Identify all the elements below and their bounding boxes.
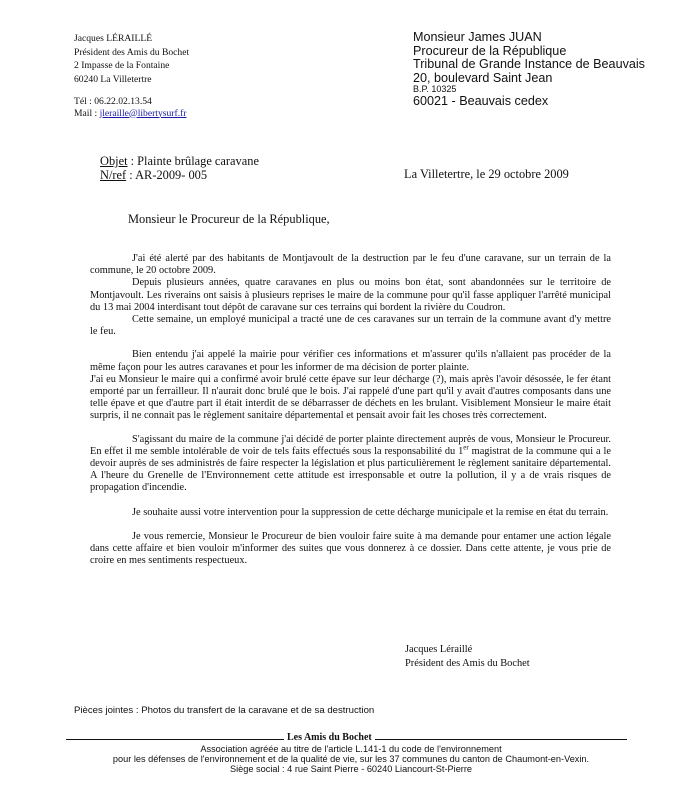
sender-address-line2: 60240 La Villetertre — [74, 73, 152, 85]
paragraph-closing: Je vous remercie, Monsieur le Procureur de bien vouloir faire suite à ma demande pour entamer une action légale dans cette affaire et bien vouloir m'informer des suites que vous donnerez à ce dossier. Dans cette attente, je vous prie de croire en mes sentiments respectueux. — [90, 530, 611, 567]
reference-value: : AR-2009- 005 — [126, 168, 208, 182]
recipient-city: 60021 - Beauvais cedex — [413, 93, 549, 108]
paragraph-call-mairie: Bien entendu j'ai appelé la mairie pour vérifier ces informations et m'assurer qu'ils n'allaient pas procéder de la même façon pour les autres caravanes et pour les informer de ma décision de porter plainte. — [90, 349, 611, 373]
sender-contact — [74, 96, 186, 119]
footer-line-scope: pour les défenses de l'environnement et de la qualité de vie, sur les 37 communes du canton de Chaumont-en-Vexin. — [112, 754, 590, 764]
recipient-po-box: B.P. 10325 — [413, 84, 457, 95]
reference-line — [100, 168, 259, 182]
recipient-street: 20, boulevard Saint Jean — [413, 70, 553, 85]
footer-association-name: Les Amis du Bochet — [287, 732, 372, 743]
subject-line — [100, 154, 259, 168]
signature-block — [405, 643, 530, 670]
attachments-note: Pièces jointes : Photos du transfert de la caravane et de sa destruction — [74, 705, 375, 716]
sender-title: Président des Amis du Bochet — [74, 46, 190, 58]
subject-value: : Plainte brûlage caravane — [127, 154, 259, 168]
salutation: Monsieur le Procureur de la République, — [128, 212, 330, 226]
sender-phone: Tél : 06.22.02.13.54 — [74, 96, 152, 107]
email-link[interactable]: jleraille@libertysurf.fr — [99, 107, 187, 119]
place-and-date: La Villetertre, le 29 octobre 2009 — [404, 167, 569, 181]
mail-label: Mail : — [74, 107, 100, 119]
recipient-block — [413, 31, 645, 108]
recipient-name: Monsieur James JUAN — [413, 30, 542, 44]
reference-label: N/ref — [100, 168, 127, 182]
footer-association-line — [66, 733, 636, 743]
subject-label: Objet — [100, 154, 128, 168]
sender-mail — [74, 108, 186, 120]
complaint-superscript: er — [463, 443, 469, 452]
signature-title: Président des Amis du Bochet — [405, 657, 530, 669]
footer-rule-left — [66, 739, 284, 740]
footer-line-address: Siège social : 4 rue Saint Pierre - 60240 Liancourt-St-Pierre — [229, 764, 473, 774]
paragraph-request: Je souhaite aussi votre intervention pour la suppression de cette décharge municipale et la remise en état du terrain. — [132, 506, 609, 518]
letter-body — [90, 253, 611, 567]
sender-name: Jacques LÉRAILLÉ — [74, 33, 153, 44]
paragraph-complaint — [90, 434, 611, 495]
paragraph-mayor-reply: J'ai eu Monsieur le maire qui a confirmé avoir brulé cette épave sur leur décharge (?), mais après l'avoir désossée, le fer étant emporté par un ferrailleur. Il n'aurait donc brulé que le bois. J'ai rappelé d'une part qu'il y avait d'autres composants dans une telle épave et que d'autre part il était interdit de se débarrasser de déchets en les brulant. Visiblement Monsieur le maire était surpris, il ne connait pas le règlement sanitaire départemental et pensait avoir fait les choses très correctement. — [90, 373, 611, 422]
paragraph-alert: J'ai été alerté par des habitants de Montjavoult de la destruction par le feu d'une caravane, sur un terrain de la commune, le 20 octobre 2009. — [90, 253, 611, 277]
footer-block — [46, 744, 656, 774]
sender-address-line1: 2 Impasse de la Fontaine — [74, 60, 170, 72]
footer-line-accreditation: Association agréée au titre de l'article L.141-1 du code de l'environnement — [200, 744, 502, 754]
recipient-role: Procureur de la République — [413, 43, 567, 58]
sender-block — [74, 32, 189, 86]
signature-name: Jacques Léraillé — [405, 644, 473, 655]
subject-block — [100, 154, 259, 182]
paragraph-incident: Cette semaine, un employé municipal a tracté une de ces caravanes sur un terrain de la commune avant d'y mettre le feu. — [90, 314, 611, 338]
paragraph-background: Depuis plusieurs années, quatre caravanes en plus ou moins bon état, sont abandonnées sur le territoire de Montjavoult. Les riverains ont saisis à plusieurs reprises le maire de la commune pour qu'il fasse appliquer l'arrêté municipal du 13 mai 2004 interdisant tout dépôt de caravane sur ces terrains qui bordent la rivière du Coudron. — [90, 277, 611, 313]
recipient-court: Tribunal de Grande Instance de Beauvais — [413, 57, 645, 72]
complaint-text-end: magistrat de la commune qui a le devoir auprès de ses administrés de faire respecter la législation et plus particulièrement le règlement sanitaire départemental. A l'heure du Grenelle de l'Environnement cette attitude est irresponsable et outre la pollution, il y a de vrais risques de propagation d'incendie. — [90, 445, 611, 494]
complaint-text-start: S'agissant du maire de la commune j'ai décidé de porter plainte directement auprès de vous, Monsieur le Procureur. En effet il me semble intolérable de voir de tels faits effectués sous la responsabilité du 1 — [90, 433, 611, 457]
footer-rule-right — [375, 739, 627, 740]
